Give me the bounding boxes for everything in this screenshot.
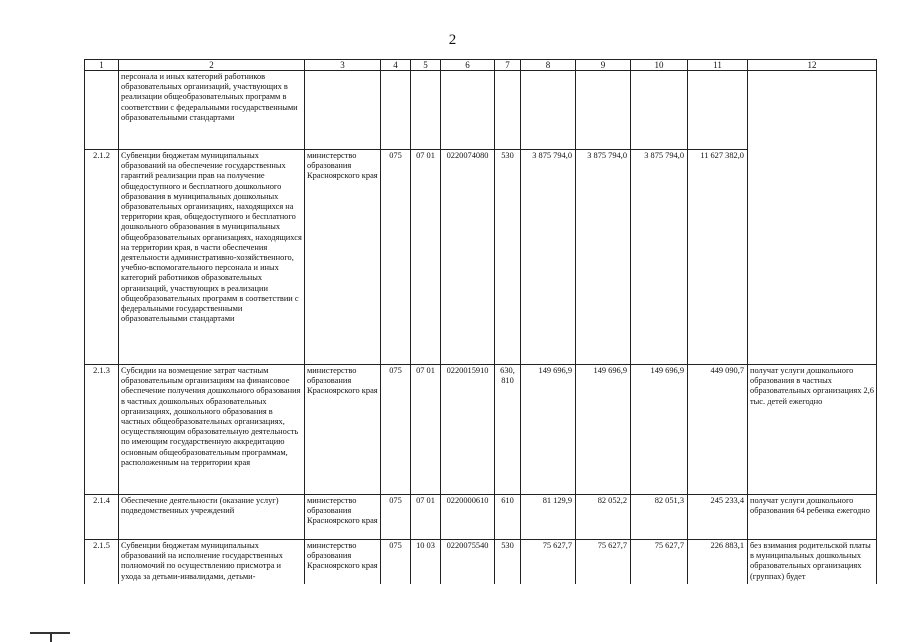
amount-year-2: 149 696,9 — [576, 365, 631, 495]
csr-code: 0220074080 — [441, 150, 495, 365]
grbs-name: министерство образования Красноярского края — [305, 365, 381, 495]
rzpr-code — [411, 71, 441, 150]
amount-total: 226 883,1 — [688, 540, 748, 585]
amount-year-3: 75 627,7 — [631, 540, 688, 585]
column-header: 11 — [688, 60, 748, 71]
measure-description: Субсидии на возмещение затрат частным образовательным организациям на финансовое обеспечение получения дошкольного образования в частных дошкольных образовательных организациях, дошкольного образования в частных общеобразовательных организациях, осуществляющим образовательную деятельность по имеющим государственную аккредитацию основным общеобразовательным программам, расположенным на территории края — [119, 365, 305, 495]
amount-year-2: 75 627,7 — [576, 540, 631, 585]
csr-code: 0220015910 — [441, 365, 495, 495]
rzpr-code: 07 01 — [411, 150, 441, 365]
grbs-code: 075 — [381, 540, 411, 585]
grbs-code: 075 — [381, 495, 411, 540]
amount-year-1: 3 875 794,0 — [521, 150, 576, 365]
measure-description: персонала и иных категорий работников образовательных организаций, участвующих в реализации общеобразовательных программ в соответствии с федеральными государственными образовательными стандартами — [119, 71, 305, 150]
amount-year-2: 82 052,2 — [576, 495, 631, 540]
rzpr-code: 07 01 — [411, 365, 441, 495]
amount-year-3: 3 875 794,0 — [631, 150, 688, 365]
column-header: 4 — [381, 60, 411, 71]
amount-year-3: 149 696,9 — [631, 365, 688, 495]
amount-total: 11 627 382,0 — [688, 150, 748, 365]
amount-year-3: 82 051,3 — [631, 495, 688, 540]
column-header: 9 — [576, 60, 631, 71]
row-number: 2.1.4 — [85, 495, 119, 540]
page-number: 2 — [448, 32, 457, 48]
csr-code — [441, 71, 495, 150]
column-header: 3 — [305, 60, 381, 71]
expected-result: получат услуги дошкольного образования 64 ребенка ежегодно — [748, 495, 877, 540]
amount-year-1: 81 129,9 — [521, 495, 576, 540]
csr-code: 0220000610 — [441, 495, 495, 540]
vr-code: 630, 810 — [495, 365, 521, 495]
expected-result: без взимания родительской платы в муниципальных дошкольных образовательных организациях (группах) будет — [748, 540, 877, 585]
csr-code: 0220075540 — [441, 540, 495, 585]
row-number: 2.1.3 — [85, 365, 119, 495]
vr-code: 530 — [495, 150, 521, 365]
column-header: 1 — [85, 60, 119, 71]
measure-description: Субвенции бюджетам муниципальных образований на обеспечение государственных гарантий реализации прав на получение общедоступного и бесплатного дошкольного образования в муниципальных дошкольных образовательных организациях, находящихся на территории края, общедоступного и бесплатного дошкольного образования в муниципальных общеобразовательных организациях, находящихся на территории края, в части обеспечения деятельности административно-хозяйственного, учебно-вспомогательного персонала и иных категорий работников образовательных организаций, участвующих в реализации общеобразовательных программ в соответствии с федеральными государственными образовательными стандартами — [119, 150, 305, 365]
table-row — [85, 495, 877, 540]
rzpr-code: 07 01 — [411, 495, 441, 540]
program-measures-table — [84, 59, 877, 584]
grbs-code: 075 — [381, 150, 411, 365]
grbs-name: министерство образования Красноярского края — [305, 150, 381, 365]
amount-year-1: 75 627,7 — [521, 540, 576, 585]
grbs-name: министерство образования Красноярского края — [305, 495, 381, 540]
vr-code: 530 — [495, 540, 521, 585]
grbs-code: 075 — [381, 365, 411, 495]
column-header: 12 — [748, 60, 877, 71]
amount-year-2: 3 875 794,0 — [576, 150, 631, 365]
table-row — [85, 71, 877, 150]
amount-year-2 — [576, 71, 631, 150]
measure-description: Субвенции бюджетам муниципальных образований на исполнение государственных полномочий по осуществлению присмотра и ухода за детьми-инвалидами, детьми- — [119, 540, 305, 585]
grbs-name: министерство образования Красноярского края — [305, 540, 381, 585]
scan-edge-mark — [50, 632, 70, 642]
amount-year-1 — [521, 71, 576, 150]
grbs-code — [381, 71, 411, 150]
rzpr-code: 10 03 — [411, 540, 441, 585]
column-header: 8 — [521, 60, 576, 71]
column-header: 2 — [119, 60, 305, 71]
amount-total — [688, 71, 748, 150]
amount-total: 245 233,4 — [688, 495, 748, 540]
amount-total: 449 090,7 — [688, 365, 748, 495]
column-header: 5 — [411, 60, 441, 71]
table-row — [85, 365, 877, 495]
measure-description: Обеспечение деятельности (оказание услуг) подведомственных учреждений — [119, 495, 305, 540]
column-number-header-row — [85, 60, 877, 71]
row-number: 2.1.5 — [85, 540, 119, 585]
row-number: 2.1.2 — [85, 150, 119, 365]
vr-code — [495, 71, 521, 150]
amount-year-3 — [631, 71, 688, 150]
row-number — [85, 71, 119, 150]
column-header: 7 — [495, 60, 521, 71]
expected-result: получат услуги дошкольного образования в частных образовательных организациях 2,6 тыс. детей ежегодно — [748, 365, 877, 495]
column-header: 6 — [441, 60, 495, 71]
amount-year-1: 149 696,9 — [521, 365, 576, 495]
expected-result — [748, 71, 877, 365]
table-row — [85, 540, 877, 585]
vr-code: 610 — [495, 495, 521, 540]
grbs-name — [305, 71, 381, 150]
column-header: 10 — [631, 60, 688, 71]
